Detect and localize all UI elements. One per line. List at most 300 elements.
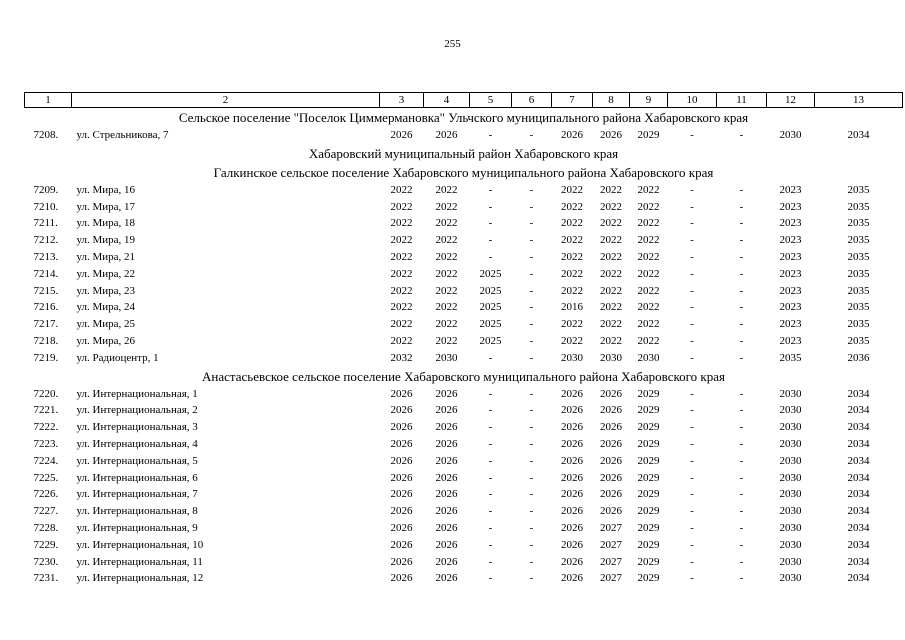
year-cell: 2026 (561, 129, 583, 141)
year-cell: - (690, 404, 694, 417)
year-cell: - (529, 250, 534, 263)
year-cell: - (529, 200, 534, 213)
year-cell: 2026 (435, 538, 458, 551)
year-cell: 2022 (561, 200, 583, 213)
year-cell: - (739, 387, 744, 400)
year-cell: - (690, 387, 694, 400)
address-cell: ул. Интернациональная, 7 (76, 488, 198, 501)
table-row (25, 486, 903, 503)
year-cell: 2035 (847, 301, 870, 314)
table-row (25, 537, 903, 554)
year-cell: - (529, 521, 534, 534)
year-cell: 2022 (637, 284, 660, 297)
year-cell: 2029 (637, 572, 660, 585)
header-cell: 10 (668, 93, 717, 108)
table-body (25, 93, 903, 588)
year-cell: 2023 (779, 301, 802, 314)
year-cell: 2026 (561, 538, 583, 551)
year-cell: - (739, 318, 744, 331)
year-cell: - (739, 284, 744, 297)
year-cell: 2022 (561, 284, 583, 297)
year-cell: 2023 (779, 318, 802, 331)
year-cell: 2026 (600, 437, 622, 450)
year-cell: - (488, 351, 493, 364)
year-cell: - (739, 129, 744, 141)
year-cell: - (690, 267, 694, 280)
year-cell: 2029 (637, 521, 660, 534)
year-cell: 2027 (600, 572, 622, 585)
year-cell: 2029 (637, 437, 660, 450)
year-cell: - (690, 421, 694, 434)
year-cell: - (488, 454, 493, 467)
year-cell: 2022 (637, 200, 660, 213)
year-cell: - (529, 488, 534, 501)
year-cell: - (690, 538, 694, 551)
year-cell: 2026 (390, 454, 413, 467)
year-cell: 2022 (435, 217, 458, 230)
year-cell: 2027 (600, 555, 622, 568)
year-cell: 2030 (779, 505, 802, 518)
year-cell: 2026 (435, 572, 458, 585)
year-cell: - (739, 421, 744, 434)
year-cell: - (739, 250, 744, 263)
year-cell: 2029 (637, 488, 660, 501)
year-cell: 2026 (561, 437, 583, 450)
year-cell: 2026 (561, 454, 583, 467)
year-cell: - (739, 301, 744, 314)
year-cell: 2030 (779, 421, 802, 434)
table-row (25, 249, 903, 266)
year-cell: - (488, 521, 493, 534)
year-cell: - (529, 217, 534, 230)
row-number-cell: 7218. (33, 334, 59, 347)
row-number-cell: 7216. (33, 301, 59, 314)
year-cell: - (488, 404, 493, 417)
table-row (25, 232, 903, 249)
year-cell: 2034 (847, 454, 870, 467)
address-cell: ул. Стрельникова, 7 (76, 129, 169, 141)
year-cell: - (529, 301, 534, 314)
address-cell: ул. Интернациональная, 5 (76, 454, 198, 467)
year-cell: - (690, 488, 694, 501)
year-cell: 2022 (390, 183, 413, 196)
year-cell: 2022 (600, 301, 622, 314)
year-cell: - (690, 129, 694, 141)
year-cell: 2026 (390, 488, 413, 501)
year-cell: 2022 (435, 250, 458, 263)
row-number-cell: 7224. (33, 454, 59, 467)
year-cell: 2026 (435, 471, 458, 484)
year-cell: 2022 (390, 217, 413, 230)
table-row (25, 127, 903, 144)
year-cell: - (488, 183, 493, 196)
year-cell: 2035 (847, 217, 870, 230)
year-cell: 2027 (600, 521, 622, 534)
year-cell: 2035 (847, 200, 870, 213)
year-cell: - (529, 555, 534, 568)
year-cell: 2030 (779, 538, 802, 551)
row-number-cell: 7220. (33, 387, 59, 400)
year-cell: 2025 (479, 301, 502, 314)
year-cell: 2030 (779, 572, 802, 585)
row-number-cell: 7229. (33, 538, 59, 551)
year-cell: 2026 (435, 488, 458, 501)
address-cell: ул. Мира, 24 (76, 301, 136, 314)
row-number-cell: 7227. (33, 505, 59, 518)
year-cell: 2034 (847, 488, 870, 501)
year-cell: 2022 (390, 301, 413, 314)
year-cell: 2026 (600, 471, 622, 484)
year-cell: 2025 (479, 334, 502, 347)
year-cell: - (488, 200, 493, 213)
year-cell: - (739, 200, 744, 213)
year-cell: 2035 (847, 183, 870, 196)
year-cell: - (529, 267, 534, 280)
year-cell: - (488, 488, 493, 501)
year-cell: 2022 (637, 267, 660, 280)
year-cell: - (690, 217, 694, 230)
year-cell: 2035 (847, 234, 870, 247)
year-cell: 2026 (390, 521, 413, 534)
year-cell: 2034 (847, 404, 870, 417)
year-cell: 2026 (435, 129, 458, 141)
row-number-cell: 7210. (33, 200, 59, 213)
header-cell: 9 (630, 93, 668, 108)
year-cell: 2022 (637, 334, 660, 347)
year-cell: 2030 (779, 454, 802, 467)
year-cell: - (739, 351, 744, 364)
year-cell: - (690, 555, 694, 568)
year-cell: 2022 (435, 318, 458, 331)
year-cell: 2022 (390, 334, 413, 347)
section-heading: Сельское поселение "Поселок Циммермановка" Ульчского муниципального района Хабаровского края (178, 110, 749, 125)
header-cell: 13 (815, 93, 903, 108)
year-cell: - (488, 471, 493, 484)
year-cell: - (529, 437, 534, 450)
row-number-cell: 7217. (33, 318, 59, 331)
header-cell: 1 (25, 93, 72, 108)
address-cell: ул. Интернациональная, 4 (76, 437, 198, 450)
year-cell: - (488, 538, 493, 551)
year-cell: 2029 (637, 555, 660, 568)
year-cell: - (739, 488, 744, 501)
year-cell: - (690, 250, 694, 263)
year-cell: 2029 (637, 404, 660, 417)
year-cell: - (488, 505, 493, 518)
year-cell: 2023 (779, 267, 802, 280)
year-cell: 2023 (779, 217, 802, 230)
address-cell: ул. Интернациональная, 1 (76, 387, 198, 400)
year-cell: - (739, 217, 744, 230)
year-cell: 2034 (847, 437, 870, 450)
year-cell: 2034 (847, 421, 870, 434)
year-cell: - (739, 404, 744, 417)
year-cell: 2030 (779, 387, 802, 400)
year-cell: 2026 (390, 572, 413, 585)
year-cell: 2029 (637, 538, 660, 551)
year-cell: 2026 (435, 555, 458, 568)
year-cell: 2026 (561, 572, 583, 585)
year-cell: 2035 (847, 318, 870, 331)
year-cell: 2023 (779, 250, 802, 263)
year-cell: 2030 (561, 351, 583, 364)
row-number-cell: 7213. (33, 250, 59, 263)
year-cell: 2026 (600, 129, 622, 141)
year-cell: 2026 (600, 421, 622, 434)
table-row (25, 520, 903, 537)
year-cell: 2030 (779, 404, 802, 417)
year-cell: - (690, 521, 694, 534)
year-cell: 2022 (561, 217, 583, 230)
year-cell: 2026 (390, 129, 413, 141)
year-cell: 2026 (390, 437, 413, 450)
year-cell: 2032 (390, 351, 413, 364)
year-cell: 2035 (847, 267, 870, 280)
year-cell: 2023 (779, 334, 802, 347)
table-row (25, 470, 903, 487)
year-cell: 2029 (637, 129, 660, 141)
table-row (25, 453, 903, 470)
year-cell: 2030 (435, 351, 458, 364)
address-cell: ул. Интернациональная, 8 (76, 505, 198, 518)
year-cell: 2030 (779, 471, 802, 484)
housing-schedule-table (24, 92, 903, 587)
year-cell: 2034 (847, 129, 870, 141)
year-cell: 2022 (390, 200, 413, 213)
table-row (25, 419, 903, 436)
year-cell: - (739, 267, 744, 280)
row-number-cell: 7223. (33, 437, 59, 450)
year-cell: - (690, 301, 694, 314)
year-cell: 2022 (600, 267, 622, 280)
table-row (25, 283, 903, 300)
year-cell: 2035 (847, 250, 870, 263)
year-cell: 2022 (435, 200, 458, 213)
table-row (25, 554, 903, 571)
address-cell: ул. Мира, 23 (76, 284, 136, 297)
year-cell: 2022 (561, 250, 583, 263)
address-cell: ул. Мира, 17 (76, 200, 136, 213)
row-number-cell: 7215. (33, 284, 59, 297)
year-cell: 2026 (600, 505, 622, 518)
year-cell: - (488, 555, 493, 568)
year-cell: 2022 (435, 267, 458, 280)
row-number-cell: 7222. (33, 421, 59, 434)
address-cell: ул. Мира, 21 (76, 250, 136, 263)
year-cell: 2022 (637, 234, 660, 247)
year-cell: 2034 (847, 555, 870, 568)
year-cell: 2022 (637, 217, 660, 230)
year-cell: - (690, 471, 694, 484)
header-cell: 3 (380, 93, 424, 108)
year-cell: 2022 (390, 267, 413, 280)
year-cell: 2026 (390, 555, 413, 568)
year-cell: 2026 (561, 555, 583, 568)
address-cell: ул. Мира, 19 (76, 234, 136, 247)
row-number-cell: 7228. (33, 521, 59, 534)
year-cell: 2022 (435, 301, 458, 314)
year-cell: - (488, 387, 493, 400)
year-cell: - (529, 421, 534, 434)
row-number-cell: 7219. (33, 351, 59, 364)
header-cell: 4 (424, 93, 470, 108)
year-cell: 2026 (561, 521, 583, 534)
year-cell: - (529, 471, 534, 484)
year-cell: 2026 (435, 404, 458, 417)
row-number-cell: 7226. (33, 488, 59, 501)
year-cell: - (529, 351, 534, 364)
year-cell: - (690, 318, 694, 331)
year-cell: 2035 (779, 351, 802, 364)
year-cell: 2022 (637, 183, 660, 196)
year-cell: - (529, 129, 534, 141)
year-cell: - (488, 250, 493, 263)
table-row (25, 350, 903, 367)
year-cell: 2025 (479, 284, 502, 297)
year-cell: 2022 (561, 267, 583, 280)
year-cell: 2029 (637, 505, 660, 518)
year-cell: 2023 (779, 183, 802, 196)
year-cell: 2030 (637, 351, 660, 364)
year-cell: - (739, 555, 744, 568)
year-cell: 2022 (600, 234, 622, 247)
year-cell: 2022 (561, 318, 583, 331)
header-cell: 7 (552, 93, 593, 108)
year-cell: 2026 (435, 521, 458, 534)
section-heading: Галкинское сельское поселение Хабаровского муниципального района Хабаровского края (213, 164, 714, 180)
year-cell: 2016 (561, 301, 583, 314)
year-cell: - (529, 334, 534, 347)
year-cell: - (529, 234, 534, 247)
year-cell: 2026 (390, 404, 413, 417)
address-cell: ул. Интернациональная, 3 (76, 421, 198, 434)
header-cell: 11 (717, 93, 767, 108)
section-heading-row (25, 144, 903, 163)
year-cell: - (529, 318, 534, 331)
table-row (25, 215, 903, 232)
address-cell: ул. Интернациональная, 2 (76, 404, 198, 417)
year-cell: 2022 (390, 318, 413, 331)
table-row (25, 199, 903, 216)
year-cell: 2026 (561, 387, 583, 400)
year-cell: - (529, 183, 534, 196)
table-row (25, 316, 903, 333)
year-cell: 2030 (600, 351, 622, 364)
year-cell: 2022 (637, 301, 660, 314)
year-cell: 2026 (600, 488, 622, 501)
page-number: 255 (444, 38, 461, 50)
address-cell: ул. Мира, 18 (76, 217, 136, 230)
year-cell: - (739, 437, 744, 450)
row-number-cell: 7212. (33, 234, 59, 247)
address-cell: ул. Интернациональная, 10 (76, 538, 204, 551)
year-cell: 2022 (600, 334, 622, 347)
year-cell: 2022 (390, 250, 413, 263)
year-cell: - (529, 454, 534, 467)
header-cell: 8 (593, 93, 630, 108)
year-cell: 2022 (435, 334, 458, 347)
year-cell: - (529, 404, 534, 417)
year-cell: - (739, 454, 744, 467)
year-cell: 2026 (561, 488, 583, 501)
table-row (25, 503, 903, 520)
address-cell: ул. Мира, 26 (76, 334, 136, 347)
year-cell: 2030 (779, 555, 802, 568)
year-cell: 2034 (847, 471, 870, 484)
year-cell: 2022 (435, 183, 458, 196)
table-row (25, 436, 903, 453)
year-cell: 2023 (779, 200, 802, 213)
year-cell: 2023 (779, 234, 802, 247)
year-cell: 2026 (600, 387, 622, 400)
year-cell: 2029 (637, 421, 660, 434)
year-cell: 2030 (779, 129, 802, 141)
year-cell: 2025 (479, 267, 502, 280)
year-cell: - (690, 200, 694, 213)
year-cell: 2023 (779, 284, 802, 297)
table-row (25, 299, 903, 316)
year-cell: - (739, 471, 744, 484)
year-cell: 2022 (637, 318, 660, 331)
year-cell: - (690, 454, 694, 467)
year-cell: - (739, 183, 744, 196)
year-cell: - (690, 505, 694, 518)
year-cell: - (739, 234, 744, 247)
row-number-cell: 7225. (33, 471, 59, 484)
year-cell: 2026 (390, 471, 413, 484)
year-cell: 2029 (637, 454, 660, 467)
section-heading-row (25, 367, 903, 386)
header-cell: 12 (767, 93, 815, 108)
year-cell: 2034 (847, 572, 870, 585)
year-cell: - (529, 572, 534, 585)
row-number-cell: 7231. (33, 572, 59, 585)
year-cell: 2022 (600, 183, 622, 196)
year-cell: 2026 (435, 505, 458, 518)
year-cell: 2022 (435, 284, 458, 297)
table-row (25, 333, 903, 350)
address-cell: ул. Мира, 16 (76, 183, 136, 196)
year-cell: 2035 (847, 334, 870, 347)
year-cell: 2026 (435, 421, 458, 434)
year-cell: - (739, 538, 744, 551)
year-cell: - (529, 538, 534, 551)
year-cell: 2022 (637, 250, 660, 263)
row-number-cell: 7221. (33, 404, 59, 417)
year-cell: - (690, 183, 694, 196)
year-cell: - (488, 234, 493, 247)
year-cell: - (690, 334, 694, 347)
row-number-cell: 7214. (33, 267, 59, 280)
year-cell: 2026 (561, 471, 583, 484)
section-heading: Хабаровский муниципальный район Хабаровского края (308, 145, 619, 161)
address-cell: ул. Интернациональная, 12 (76, 572, 204, 585)
section-heading-row (25, 163, 903, 182)
address-cell: ул. Интернациональная, 11 (76, 555, 203, 568)
year-cell: 2022 (561, 183, 583, 196)
year-cell: 2034 (847, 521, 870, 534)
year-cell: - (690, 437, 694, 450)
header-cell: 5 (470, 93, 512, 108)
row-number-cell: 7208. (33, 129, 59, 141)
year-cell: 2022 (561, 234, 583, 247)
year-cell: - (690, 351, 694, 364)
year-cell: 2025 (479, 318, 502, 331)
table-row (25, 266, 903, 283)
year-cell: 2035 (847, 284, 870, 297)
year-cell: - (739, 572, 744, 585)
table-row (25, 402, 903, 419)
